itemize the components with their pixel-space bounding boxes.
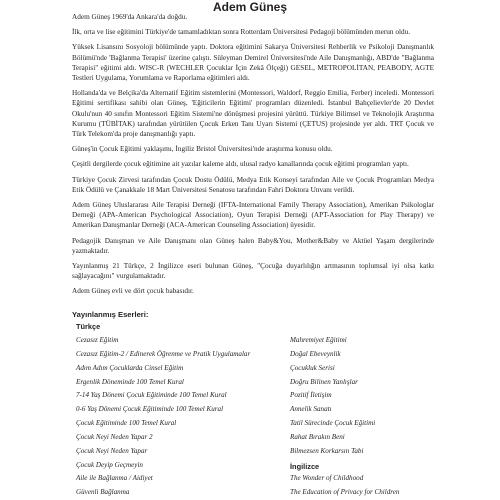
- book-title: Güvenli Bağlanma: [76, 488, 130, 497]
- turkish-heading: Türkçe: [76, 322, 101, 331]
- book-title: Cezasız Eğitim: [76, 336, 119, 344]
- author-name: Adem Güneş: [212, 0, 287, 14]
- book-title: Annelik Sanatı: [290, 405, 332, 414]
- book-title: 0-6 Yaş Dönemi Çocuk Eğitiminde 100 Temel Kural: [76, 405, 224, 414]
- bio-paragraph: Yayınlanmış 21 Türkçe, 2 İngilizce eseri bulunan Güneş, "Çocuğa duyarlılığın artmasının toplumsal iyi olsa katkı sağlayacağını" vurgulamaktadır.: [72, 262, 434, 281]
- book-title: Çocukluk Serisi: [290, 363, 335, 372]
- book-title: Çocuk Eğitiminde 100 Temel Kural: [76, 419, 177, 428]
- book-title: Çocuk Deyip Geçmeyin: [76, 460, 143, 469]
- book-title: The Education of Privacy for Children: [290, 487, 400, 496]
- book-title: Pozitif İletişim: [290, 391, 332, 400]
- bio-paragraph: Pedagojik Danışman ve Aile Danışmanı olan Güneş halen Baby&You, Mother&Baby ve Aktüel Yaşam dergilerinde yazmaktadır.: [72, 236, 434, 255]
- book-title: Rahat Bırakın Beni: [290, 432, 345, 441]
- bio-paragraph: Türkiye Çocuk Zirvesi tarafından Çocuk Dostu Ödülü, Medya Etik Konseyi tarafından Aile ve Çocuk Programları Medya Etik Ödülü ve Çanakkale 18 Mart Üniversitesi Senatosu tarafından Fahri Doktora Unvanı verildi.: [72, 175, 434, 194]
- book-title: The Wonder of Childhood: [290, 474, 364, 482]
- book-title: 7-14 Yaş Dönemi Çocuk Eğitiminde 100 Temel Kural: [76, 391, 227, 400]
- book-title: Doğru Bilinen Yanlışlar: [290, 377, 358, 386]
- book-title: Aile ile Bağlanma / Aidiyet: [76, 474, 153, 483]
- turkish-works-list-right: [290, 334, 375, 459]
- book-title: Cezasız Eğitim-2 / Edinerek Öğrenme ve Pratik Uygulamalar: [76, 349, 251, 358]
- published-works-title: Yayınlanmış Eserleri:: [72, 310, 149, 319]
- book-title: Bilmezsen Korkarsın Tabi: [290, 446, 364, 455]
- bio-paragraph: Çeşitli dergilerde çocuk eğitimine ait yazılar kaleme aldı, ulusal radyo kanallarında çocuk eğitimi programları yaptı.: [72, 160, 409, 169]
- author-biography: [72, 12, 434, 302]
- bio-paragraph: Adem Güneş evli ve dört çocuk babasıdır.: [72, 287, 194, 296]
- book-title: Çocuk Neyi Neden Yapar 2: [76, 432, 153, 441]
- bio-paragraph: Güneş'in Çocuk Eğitimi yaklaşımı, İngiliz Bristol Üniversitesi'nde araştırma konusu oldu.: [72, 145, 333, 154]
- english-heading: İngilizce: [290, 462, 320, 471]
- bio-paragraph: Hollanda'da ve Belçika'da Alternatif Eğitim sistemlerini (Montessori, Waldorf, Reggio Emilia, Ferber) inceledi. Montessori Eğitimi sertifikası sahibi olan Güneş, 'Eğiticilerin Eğitimi' programları düzenledi. İstanbul Bahçelievler'de 20 Devlet Okulu'nun 40 sınıfın Montessori Eğitim Sistemi'ne dönüşmesi projesini yürüttü. Türkiye Bilimsel ve Teknolojik Araştırma Kurumu (TÜBİTAK) tarafından yürütülen Çocuk Erken Tanı Uyarı Sistemi (ÇETUS) projesinde yer aldı. TRT Çocuk ve Türk Telekom'da proje danışmanlığı yaptı.: [72, 89, 434, 139]
- bio-paragraph: Yüksek Lisansını Sosyoloji bölümünde yaptı. Doktora eğitimini Sakarya Üniversitesi Rehberlik ve Psikoloji Danışmanlık Bölümü'nde 'Bağlanma Terapisi' üzerine çalıştı. Süleyman Demirel Üniversitesi'nde Aile Danışmanlığı, ABD'de "Bağlanma Terapisi" eğitimi aldı. WISC-R (WECHLER Çocuklar İçin Zekâ Ölçeği) GESEL, METROPOLİTAN, PEABODY, AGTE Testleri Uygulama, Yorumlama ve Raporlama eğitimleri aldı.: [72, 43, 434, 83]
- bio-paragraph: Adem Güneş 1969'da Ankara'da doğdu.: [72, 13, 188, 21]
- book-title: Mahremiyet Eğitimi: [290, 336, 347, 344]
- book-title: Doğal Ebeveynlik: [290, 349, 341, 358]
- book-title: Adım Adım Çocuklarda Cinsel Eğitim: [76, 363, 184, 372]
- book-title: Tatil Sürecinde Çocuk Eğitimi: [290, 419, 376, 428]
- english-works-list: [290, 472, 399, 500]
- bio-paragraph: İlk, orta ve lise eğitimini Türkiye'de tamamladıktan sonra Rotterdam Üniversitesi Pedagoji bölümünden merun oldu.: [72, 28, 411, 37]
- bio-paragraph: Adem Güneş Uluslararası Aile Terapisi Derneği (IFTA-International Family Therapy Association), Amerikan Psikologlar Derneği (APA-American Psychological Association), Oyun Terapisi Derneği (APT-Association for Play Therapy) ve Amerikan Danışmanlar Derneği (ACA-American Counseling Association) üyesidir.: [72, 201, 434, 230]
- turkish-works-list-left: [76, 334, 250, 500]
- book-title: Çocuk Neyi Neden Yapar: [76, 446, 148, 455]
- book-title: Ergenlik Döneminde 100 Temel Kural: [76, 377, 184, 386]
